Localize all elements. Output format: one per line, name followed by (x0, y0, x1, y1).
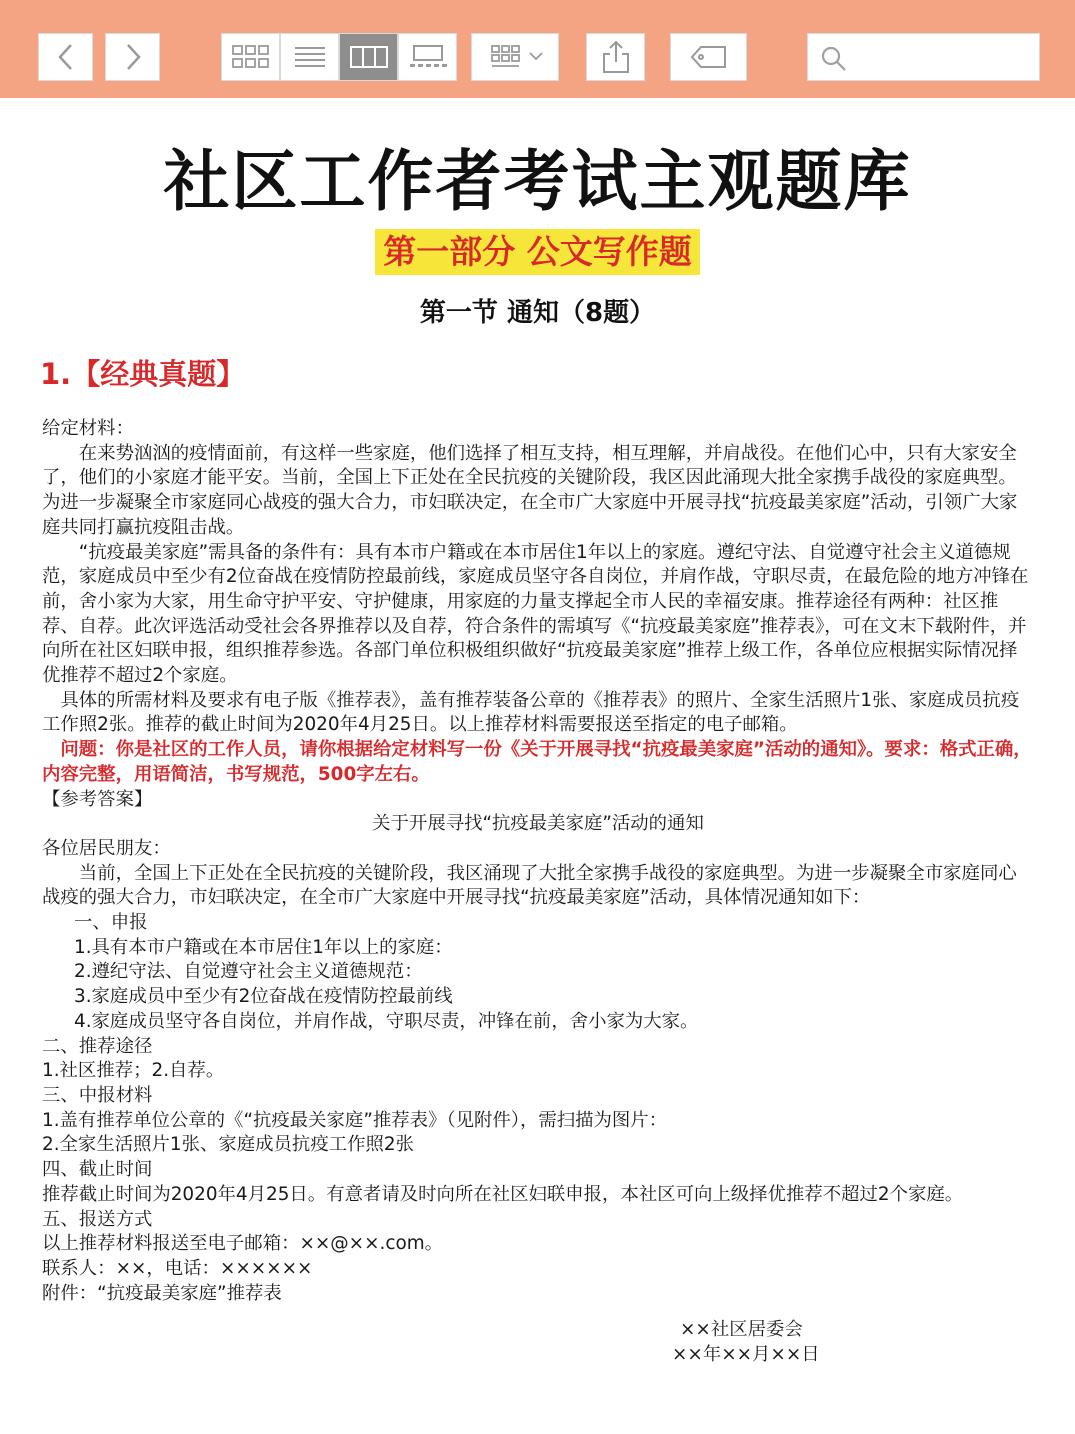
material-paragraph-2: “抗疫最美家庭”需具备的条件有：具有本市户籍或在本市居住1年以上的家庭。遵纪守法、自觉遵守社会主义道德规范，家庭成员中至少有2位奋战在疫情防控最前线，家庭成员坚守各自岗位，并肩作战，守职尽责，在最危险的地方冲锋在前，舍小家为大家，用生命守护平安、守护健康，用家庭的力量支撑起全市人民的幸福安康。推荐途径有两种：社区推荐、自荐。此次评选活动受社会各界推荐以及自荐，符合条件的需填写《“抗疫最美家庭”推荐表》，可在文末下载附件，并向所在社区妇联申报，组织推荐参选。各部门单位积极组织做好“抗疫最美家庭”推荐上级工作，各单位应根据实际情况择优推荐不超过2个家庭。 (42, 541, 1029, 687)
section-1-item: 2.遵纪守法、自觉遵守社会主义道德规范： (74, 961, 423, 983)
signature: ××社区居委会 (680, 1319, 803, 1341)
material-paragraph-3: 具体的所需材料及要求有电子版《推荐表》，盖有推荐装备公章的《推荐表》的照片、全家生活照片1张、家庭成员抗疫工作照2张。推荐的截止时间为2020年4月25日。以上推荐材料需要报送至指定的电子邮箱。 (42, 689, 1020, 736)
material-paragraph-1: 在来势汹汹的疫情面前，有这样一些家庭，他们选择了相互支持，相互理解，并肩战役。在他们心中，只有大家安全了，他们的小家庭才能平安。当前，全国上下正处在全民抗疫的关键阶段，我区因此涌现大批全家携手战役的家庭典型。为进一步凝聚全市家庭同心战疫的强大合力，市妇联决定，在全市广大家庭中开展寻找“抗疫最美家庭”活动，引领广大家庭共同打赢抗疫阻击战。 (42, 442, 1018, 538)
section-3-item: 2.全家生活照片1张、家庭成员抗疫工作照2张 (42, 1134, 414, 1156)
section-1-item: 4.家庭成员坚守各自岗位，并肩作战，守职尽责，冲锋在前，舍小家为大家。 (74, 1010, 699, 1032)
gallery-view-button[interactable] (398, 33, 457, 81)
notice-title: 关于开展寻找“抗疫最美家庭”活动的通知 (372, 813, 704, 835)
back-button[interactable] (38, 33, 93, 81)
notice-intro: 当前，全国上下正处在全民抗疫的关键阶段，我区涌现了大批全家携手战役的家庭典型。为进一步凝聚全市家庭同心战疫的强大合力，市妇联决定，在全市广大家庭中开展寻找“抗疫最美家庭”活动，具体情况通知如下： (42, 862, 1017, 909)
grid-view-button[interactable] (221, 33, 280, 81)
question-title: 1.【经典真题】 (40, 357, 246, 391)
toolbar (0, 0, 1075, 98)
gallery-view-icon (408, 44, 448, 70)
chevron-left-icon (56, 42, 76, 72)
section-1-heading: 一、申报 (74, 912, 148, 934)
grid-view-icon (231, 44, 271, 70)
search-icon (820, 45, 848, 73)
section-5-item: 联系人：××，电话：×××××× (42, 1257, 313, 1279)
forward-button[interactable] (105, 33, 160, 81)
section-5-item: 附件：“抗疫最美家庭”推荐表 (42, 1282, 282, 1304)
section-2-heading: 二、推荐途径 (42, 1035, 153, 1057)
group-by-button[interactable] (471, 33, 559, 81)
list-view-button[interactable] (280, 33, 339, 81)
question-text: 问题：你是社区的工作人员，请你根据给定材料写一份《关于开展寻找“抗疫最美家庭”活动的通知》。要求：格式正确，内容完整，用语简洁，书写规范，500字左右。 (42, 739, 1032, 785)
salutation: 各位居民朋友： (42, 837, 171, 859)
section-3-item: 1.盖有推荐单位公章的《“抗疫最关家庭”推荐表》（见附件），需扫描为图片： (42, 1109, 668, 1131)
section-5-item: 以上推荐材料报送至电子邮箱：××@××.com。 (42, 1233, 444, 1255)
share-button[interactable] (586, 33, 645, 81)
group-by-icon (482, 44, 548, 70)
part-heading-wrap (0, 229, 1075, 275)
section-5-heading: 五、报送方式 (42, 1208, 153, 1230)
section-1-item: 1.具有本市户籍或在本市居住1年以上的家庭： (74, 936, 453, 958)
section-1-item: 3.家庭成员中至少有2位奋战在疫情防控最前线 (74, 986, 453, 1008)
tag-icon (689, 44, 729, 70)
material-label: 给定材料： (42, 418, 134, 439)
column-view-icon (349, 44, 389, 70)
section-title: 第一节 通知（8题） (419, 298, 656, 328)
column-view-button[interactable] (339, 33, 398, 81)
section-2-text: 1.社区推荐；2.自荐。 (42, 1060, 225, 1082)
section-4-heading: 四、截止时间 (42, 1159, 153, 1181)
share-icon (601, 40, 631, 74)
list-view-icon (292, 44, 328, 70)
search-input[interactable] (807, 33, 1040, 81)
signature-date: ××年××月××日 (672, 1344, 820, 1366)
section-3-heading: 三、中报材料 (42, 1084, 153, 1106)
chevron-right-icon (123, 42, 143, 72)
tag-button[interactable] (670, 33, 747, 81)
answer-label: 【参考答案】 (42, 788, 153, 810)
document-title: 社区工作者考试主观题库 (163, 142, 912, 220)
document-body (42, 417, 1034, 1368)
section-4-text: 推荐截止时间为2020年4月25日。有意者请及时向所在社区妇联申报，本社区可向上级择优推荐不超过2个家庭。 (42, 1183, 964, 1205)
part-title: 第一部分 公文写作题 (375, 229, 700, 275)
signature-spacer (42, 1306, 1034, 1318)
